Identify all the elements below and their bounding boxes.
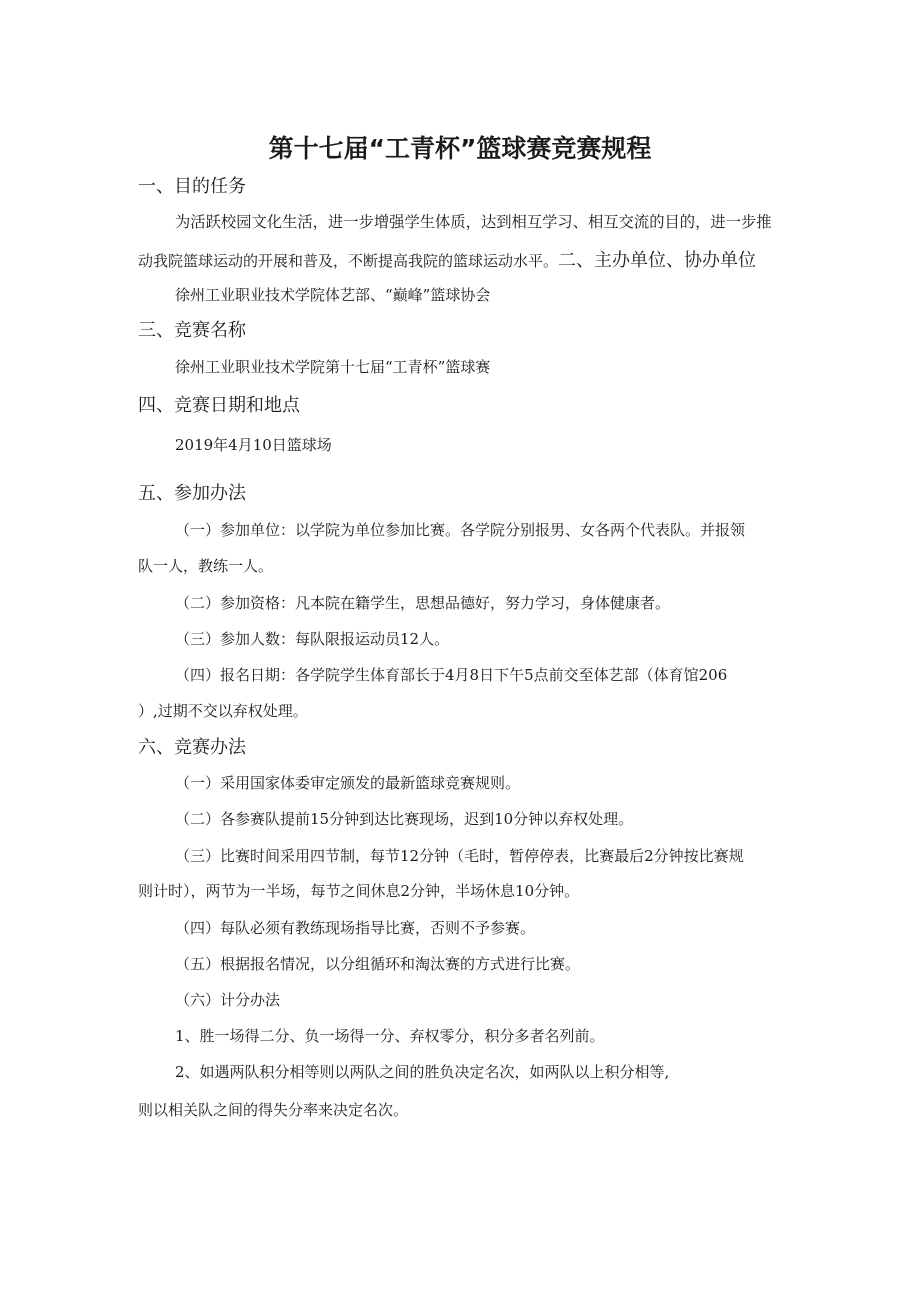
list-item: （二）参加资格：凡本院在籍学生，思想品德好，努力学习，身体健康者。: [175, 594, 671, 612]
paragraph-line: 徐州工业职业技术学院第十七届“工青杯”篮球赛: [175, 358, 491, 376]
section-heading-3: 三、竞赛名称: [138, 320, 246, 341]
scoring-rule: 1、胜一场得二分、负一场得一分、弃权零分，积分多者名列前。: [175, 1027, 605, 1045]
list-item: （四）每队必须有教练现场指导比赛，否则不予参赛。: [175, 919, 536, 937]
scoring-rule: 2、如遇两队积分相等则以两队之间的胜负决定名次，如两队以上积分相等,: [175, 1063, 670, 1081]
paragraph-line: 2019年4月10日篮球场: [175, 436, 332, 454]
scoring-rule-continuation: 则以相关队之间的得失分率来决定名次。: [138, 1101, 409, 1119]
list-item: （四）报名日期：各学院学生体育部长于4月8日下午5点前交至体艺部（体育馆206: [175, 666, 728, 684]
list-item: （六）计分办法: [175, 991, 281, 1009]
list-item: （三）比赛时间采用四节制，每节12分钟（毛时，暂停停表，比赛最后2分钟按比赛规: [175, 847, 744, 865]
section-heading-5: 五、参加办法: [138, 483, 246, 504]
document-title: 第十七届“工青杯”篮球赛竞赛规程: [268, 134, 652, 163]
paragraph-text: 动我院篮球运动的开展和普及，不断提高我院的篮球运动水平。: [138, 252, 559, 270]
section-heading-1: 一、目的任务: [138, 176, 246, 197]
section-heading-6: 六、竞赛办法: [138, 737, 246, 758]
list-item-continuation: 队一人，教练一人。: [138, 557, 274, 575]
list-item: （三）参加人数：每队限报运动员12人。: [175, 630, 450, 648]
section-heading-4: 四、竞赛日期和地点: [138, 395, 300, 416]
paragraph-line: [138, 252, 756, 270]
list-item: （二）各参赛队提前15分钟到达比赛现场，迟到10分钟以弃权处理。: [175, 810, 634, 828]
list-item: （五）根据报名情况，以分组循环和淘汰赛的方式进行比赛。: [175, 955, 581, 973]
list-item-continuation: ）,过期不交以弃权处理。: [138, 702, 308, 720]
paragraph-line: 为活跃校园文化生活，进一步增强学生体质，达到相互学习、相互交流的目的，进一步推: [175, 213, 772, 231]
section-heading-2: 二、主办单位、协办单位: [558, 250, 757, 271]
list-item: （一）参加单位：以学院为单位参加比赛。各学院分别报男、女各两个代表队。并报领: [175, 521, 746, 539]
paragraph-line: 徐州工业职业技术学院体艺部、“巅峰”篮球协会: [175, 286, 491, 304]
list-item: （一）采用国家体委审定颁发的最新篮球竞赛规则。: [175, 774, 521, 792]
list-item-continuation: 则计时），两节为一半场，每节之间休息2分钟，半场休息10分钟。: [138, 882, 580, 900]
